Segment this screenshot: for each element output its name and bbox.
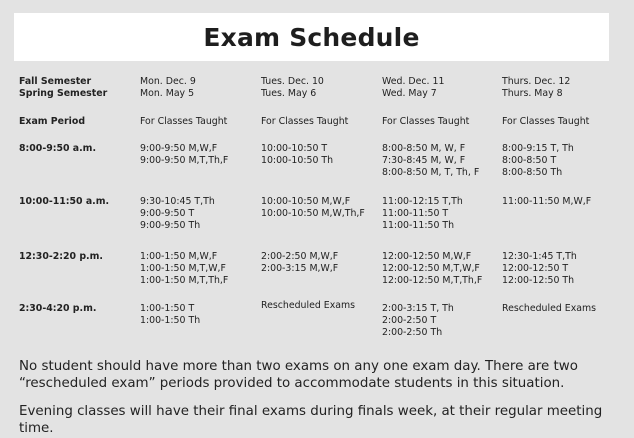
schedule-cell xyxy=(261,300,355,312)
class-time: 8:00-8:50 M, W, F xyxy=(382,143,466,154)
day-header-2 xyxy=(261,76,324,100)
fall-date: Wed. Dec. 11 xyxy=(382,76,445,87)
period-label-2: 10:00-11:50 a.m. xyxy=(19,196,110,207)
class-time: 1:00-1:50 M,T,Th,F xyxy=(140,275,229,287)
spring-date: Thurs. May 8 xyxy=(502,88,563,100)
for-classes-taught-2: For Classes Taught xyxy=(261,116,349,127)
schedule-cell xyxy=(140,143,228,167)
evening-classes-note: Evening classes will have their final exams during finals week, at their regular meeting time. xyxy=(19,404,603,436)
class-time: 7:30-8:45 M, W, F xyxy=(382,155,466,167)
class-time: 12:00-12:50 T xyxy=(502,263,569,275)
for-classes-taught-3: For Classes Taught xyxy=(382,116,470,127)
class-time: 11:00-11:50 T xyxy=(382,208,449,220)
period-label-3: 12:30-2:20 p.m. xyxy=(19,251,103,262)
schedule-cell xyxy=(140,196,215,233)
class-time: 2:00-3:15 T, Th xyxy=(382,303,454,314)
class-time: 11:00-11:50 M,W,F xyxy=(502,196,592,207)
page-title: Exam Schedule xyxy=(203,22,420,52)
schedule-cell xyxy=(502,196,591,208)
semester-labels xyxy=(19,76,107,100)
rescheduled-note: No student should have more than two exams on any one exam day. There are two “rescheduled exam” periods provided to accommodate students in this situation. xyxy=(19,359,578,391)
class-time: 12:00-12:50 M,W,F xyxy=(382,251,472,262)
class-time: 12:00-12:50 Th xyxy=(502,275,575,287)
day-header-3 xyxy=(382,76,444,100)
rescheduled-exams-text: Rescheduled Exams xyxy=(502,303,597,314)
class-time: 12:00-12:50 M,T,Th,F xyxy=(382,275,483,287)
schedule-cell xyxy=(261,251,338,275)
schedule-cell xyxy=(502,143,574,180)
class-time: 8:00-8:50 T xyxy=(502,155,557,167)
class-time: 12:30-1:45 T,Th xyxy=(502,251,577,262)
class-time: 9:00-9:50 T xyxy=(140,208,195,220)
spring-date: Wed. May 7 xyxy=(382,88,437,100)
schedule-cell xyxy=(502,303,596,315)
class-time: 9:00-9:50 Th xyxy=(140,220,201,232)
exam-period-label: Exam Period xyxy=(19,116,86,127)
fall-date: Mon. Dec. 9 xyxy=(140,76,196,87)
title-banner xyxy=(14,13,609,61)
rescheduled-exams-text: Rescheduled Exams xyxy=(261,300,356,311)
class-time: 2:00-3:15 M,W,F xyxy=(261,263,339,275)
class-time: 1:00-1:50 Th xyxy=(140,315,201,327)
schedule-cell xyxy=(140,303,200,327)
class-time: 1:00-1:50 T xyxy=(140,303,195,314)
class-time: 1:00-1:50 M,T,W,F xyxy=(140,263,226,275)
class-time: 2:00-2:50 M,W,F xyxy=(261,251,339,262)
period-label-1: 8:00-9:50 a.m. xyxy=(19,143,97,154)
schedule-cell xyxy=(382,143,479,180)
class-time: 10:00-10:50 T xyxy=(261,143,328,154)
class-time: 9:30-10:45 T,Th xyxy=(140,196,215,207)
period-label-4: 2:30-4:20 p.m. xyxy=(19,303,97,314)
class-time: 8:00-8:50 M, T, Th, F xyxy=(382,167,480,179)
for-classes-taught-4: For Classes Taught xyxy=(502,116,590,127)
fall-date: Thurs. Dec. 12 xyxy=(502,76,571,87)
for-classes-taught-1: For Classes Taught xyxy=(140,116,228,127)
class-time: 12:00-12:50 M,T,W,F xyxy=(382,263,480,275)
day-header-4 xyxy=(502,76,570,100)
class-time: 9:00-9:50 M,T,Th,F xyxy=(140,155,229,167)
schedule-cell xyxy=(382,303,454,340)
schedule-cell xyxy=(502,251,577,288)
class-time: 2:00-2:50 Th xyxy=(382,327,443,339)
class-time: 10:00-10:50 Th xyxy=(261,155,334,167)
schedule-cell xyxy=(140,251,228,288)
class-time: 8:00-8:50 Th xyxy=(502,167,563,179)
spring-date: Mon. May 5 xyxy=(140,88,195,100)
class-time: 10:00-10:50 M,W,Th,F xyxy=(261,208,365,220)
class-time: 9:00-9:50 M,W,F xyxy=(140,143,218,154)
schedule-cell xyxy=(261,143,333,167)
spring-semester-label: Spring Semester xyxy=(19,88,108,100)
schedule-cell xyxy=(261,196,365,220)
schedule-cell xyxy=(382,251,482,288)
class-time: 2:00-2:50 T xyxy=(382,315,437,327)
spring-date: Tues. May 6 xyxy=(261,88,317,100)
class-time: 8:00-9:15 T, Th xyxy=(502,143,574,154)
class-time: 11:00-11:50 Th xyxy=(382,220,455,232)
day-header-1 xyxy=(140,76,196,100)
class-time: 10:00-10:50 M,W,F xyxy=(261,196,351,207)
class-time: 1:00-1:50 M,W,F xyxy=(140,251,218,262)
fall-semester-label: Fall Semester xyxy=(19,76,92,87)
schedule-cell xyxy=(382,196,463,233)
class-time: 11:00-12:15 T,Th xyxy=(382,196,463,207)
fall-date: Tues. Dec. 10 xyxy=(261,76,324,87)
